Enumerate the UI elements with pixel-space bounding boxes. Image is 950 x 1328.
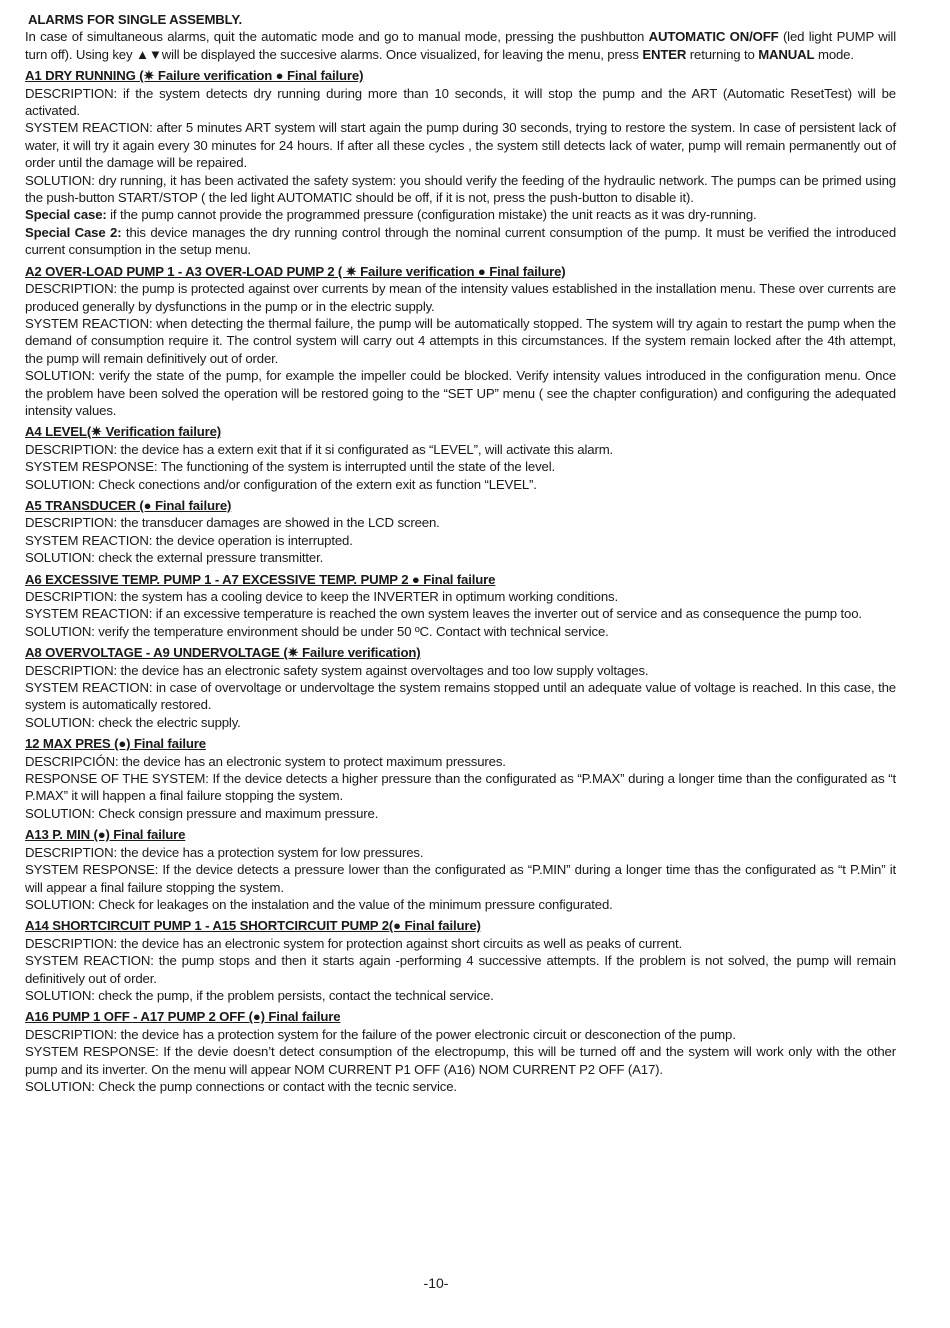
system-reaction-text: SYSTEM REACTION: when detecting the thermal failure, the pump will be automatically stopped. The system will try again to restart the pump when the demand of consumption require it. The control system will carry out 4 attempts in this circumstances. If the system remain locked after the 4th attempt, the pump will remain definitively out of order.: [25, 315, 896, 366]
special-case-1-label: Special case:: [25, 207, 107, 223]
system-response-text: SYSTEM RESPONSE: If the devie doesn’t detect consumption of the electropump, this will be turned off and the system will work only with the other pump and its inverter. On the menu will appear NOM CURRENT P1 OFF (A16) NOM CURRENT P2 OFF (A17).: [25, 1044, 896, 1077]
section-a6-a7-excessive-temp: [25, 571, 896, 641]
system-reaction-text: SYSTEM REACTION: in case of overvoltage or undervoltage the system remains stopped until an adequate value of voltage is reached. In this case, the system is automatically restored.: [25, 680, 896, 713]
solution-text: SOLUTION: dry running, it has been activated the safety system: you should verify the feeding of the hydraulic network. The pumps can be primed using the push-button START/STOP ( the led light AUTOMATIC should be off, if it is not, press the push-button to disable it).: [25, 172, 896, 206]
section-title: A1 DRY RUNNING (✷ Failure verification ● Final failure): [25, 68, 364, 84]
system-response-text: SYSTEM RESPONSE: The functioning of the system is interrupted until the state of the level.: [25, 459, 555, 475]
intro-key-manual: MANUAL: [758, 46, 815, 62]
intro-key-enter: ENTER: [642, 46, 687, 62]
section-a12-max-pres: [25, 735, 896, 822]
special-case-1-text: if the pump cannot provide the programmed pressure (configuration mistake) the unit reacts as it was dry-running.: [106, 207, 757, 223]
section-a5-transducer: [25, 497, 896, 567]
system-reaction-text: SYSTEM REACTION: after 5 minutes ART system will start again the pump during 30 seconds, trying to restore the system. In case of persistent lack of water, it will try it again every 30 minutes for 24 hours. If after all these cycles , the system still detects lack of water, pump will remain permanently out of order until the damage will be repaired.: [25, 120, 896, 171]
section-a1-dry-running: [25, 67, 896, 258]
section-title: A4 LEVEL(✷ Verification failure): [25, 424, 222, 440]
description-text: DESCRIPTION: the device has a extern exit that if it si configurated as “LEVEL”, will activate this alarm.: [25, 441, 614, 457]
intro-text-2: (led light PUMP will turn off). Using key ▲▼will be displayed the succesive alarms. Once visualized, for leaving the menu, press: [25, 29, 896, 62]
description-text: DESCRIPCIÓN: the device has an electronic system to protect maximum pressures.: [25, 753, 506, 769]
system-reaction-text: SYSTEM REACTION: if an excessive temperature is reached the own system leaves the inverter out of service and as consequence the pump too.: [25, 606, 862, 622]
intro-text-3: returning to: [686, 46, 759, 62]
section-title: A14 SHORTCIRCUIT PUMP 1 - A15 SHORTCIRCUIT PUMP 2(● Final failure): [25, 918, 481, 934]
solution-text: SOLUTION: check the pump, if the problem persists, contact the technical service.: [25, 987, 494, 1003]
page-number: -10-: [423, 1275, 449, 1291]
description-text: DESCRIPTION: the pump is protected against over currents by mean of the intensity values established in the installation menu. These over currents are produced generally by dysfunctions in the pump or in the electric supply.: [25, 281, 896, 314]
solution-text: SOLUTION: verify the state of the pump, for example the impeller could be blocked. Verify intensity values introduced in the configuration menu. Once the problem have been solved the operation will be restored going to the “SET UP” menu ( see the chapter configuration) and configuring the adequated intensity values.: [25, 368, 896, 418]
special-case-2-label: Special Case 2:: [25, 224, 122, 240]
description-text: DESCRIPTION: the device has an electronic safety system against overvoltages and too low supply voltages.: [25, 662, 649, 678]
solution-text: SOLUTION: check the electric supply.: [25, 714, 241, 730]
section-title: A2 OVER-LOAD PUMP 1 - A3 OVER-LOAD PUMP 2 ( ✷ Failure verification ● Final failure): [25, 263, 566, 279]
page-title: ALARMS FOR SINGLE ASSEMBLY.: [28, 12, 243, 27]
solution-text: SOLUTION: verify the temperature environment should be under 50 ºC. Contact with technical service.: [25, 623, 609, 639]
solution-text: SOLUTION: Check consign pressure and maximum pressure.: [25, 805, 379, 821]
intro-text-4: mode.: [814, 46, 854, 62]
system-response-text: SYSTEM RESPONSE: If the device detects a pressure lower than the configurated as “P.MIN” during a longer time thas the configurated as “t P.Min” it will appear a final failure stopping the system.: [25, 862, 896, 895]
description-text: DESCRIPTION: the device has a protection system for the failure of the power electronic circuit or desconection of the pump.: [25, 1026, 736, 1042]
intro-key-automatic: AUTOMATIC ON/OFF: [648, 29, 779, 45]
section-a2-a3-overload: [25, 263, 896, 420]
description-text: DESCRIPTION: the device has an electronic system for protection against short circuits as well as peaks of current.: [25, 935, 683, 951]
section-title: A13 P. MIN (●) Final failure: [25, 827, 186, 843]
solution-text: SOLUTION: check the external pressure transmitter.: [25, 550, 324, 566]
section-title: A16 PUMP 1 OFF - A17 PUMP 2 OFF (●) Final failure: [25, 1009, 341, 1025]
solution-text: SOLUTION: Check conections and/or configuration of the extern exit as function “LEVEL”.: [25, 476, 537, 492]
solution-text: SOLUTION: Check the pump connections or contact with the tecnic service.: [25, 1078, 457, 1094]
manual-page: [25, 11, 896, 1099]
intro-paragraph: [25, 28, 896, 63]
system-reaction-text: SYSTEM REACTION: the device operation is interrupted.: [25, 532, 353, 548]
intro-text-1: In case of simultaneous alarms, quit the automatic mode and go to manual mode, pressing the pushbutton: [25, 29, 649, 45]
section-title: A6 EXCESSIVE TEMP. PUMP 1 - A7 EXCESSIVE TEMP. PUMP 2 ● Final failure: [25, 571, 496, 587]
section-a8-a9-voltage: [25, 644, 896, 731]
section-a4-level: [25, 423, 896, 493]
section-a16-a17-pump-off: [25, 1008, 896, 1095]
special-case-2: [25, 224, 896, 259]
description-text: DESCRIPTION: the device has a protection system for low pressures.: [25, 844, 424, 860]
description-text: DESCRIPTION: the transducer damages are showed in the LCD screen.: [25, 515, 440, 531]
section-a14-a15-shortcircuit: [25, 917, 896, 1004]
system-response-text: RESPONSE OF THE SYSTEM: If the device detects a higher pressure than the configurated as “P.MAX” during a longer time than the configurated as “t P.MAX” it will happen a final failure stopping the system.: [25, 771, 896, 804]
section-title: A5 TRANSDUCER (● Final failure): [25, 497, 232, 513]
section-title: A8 OVERVOLTAGE - A9 UNDERVOLTAGE (✷ Failure verification): [25, 645, 421, 661]
special-case-2-text: this device manages the dry running control through the nominal current consumption of the pump. It must be verified the introduced current consumption in the setup menu.: [25, 224, 897, 258]
section-a13-p-min: [25, 826, 896, 913]
solution-text: SOLUTION: Check for leakages on the instalation and the value of the minimum pressure configurated.: [25, 896, 613, 912]
special-case-1: [25, 206, 896, 223]
description-text: DESCRIPTION: the system has a cooling device to keep the INVERTER in optimum working conditions.: [25, 589, 618, 604]
description-text: DESCRIPTION: if the system detects dry running during more than 10 seconds, it will stop the pump and the ART (Automatic ResetTest) will be activated.: [25, 85, 896, 119]
system-reaction-text: SYSTEM REACTION: the pump stops and then it starts again -performing 4 successive attempts. If the problem is not solved, the pump will remain definitively out of order.: [25, 953, 896, 986]
section-title: 12 MAX PRES (●) Final failure: [25, 736, 206, 752]
